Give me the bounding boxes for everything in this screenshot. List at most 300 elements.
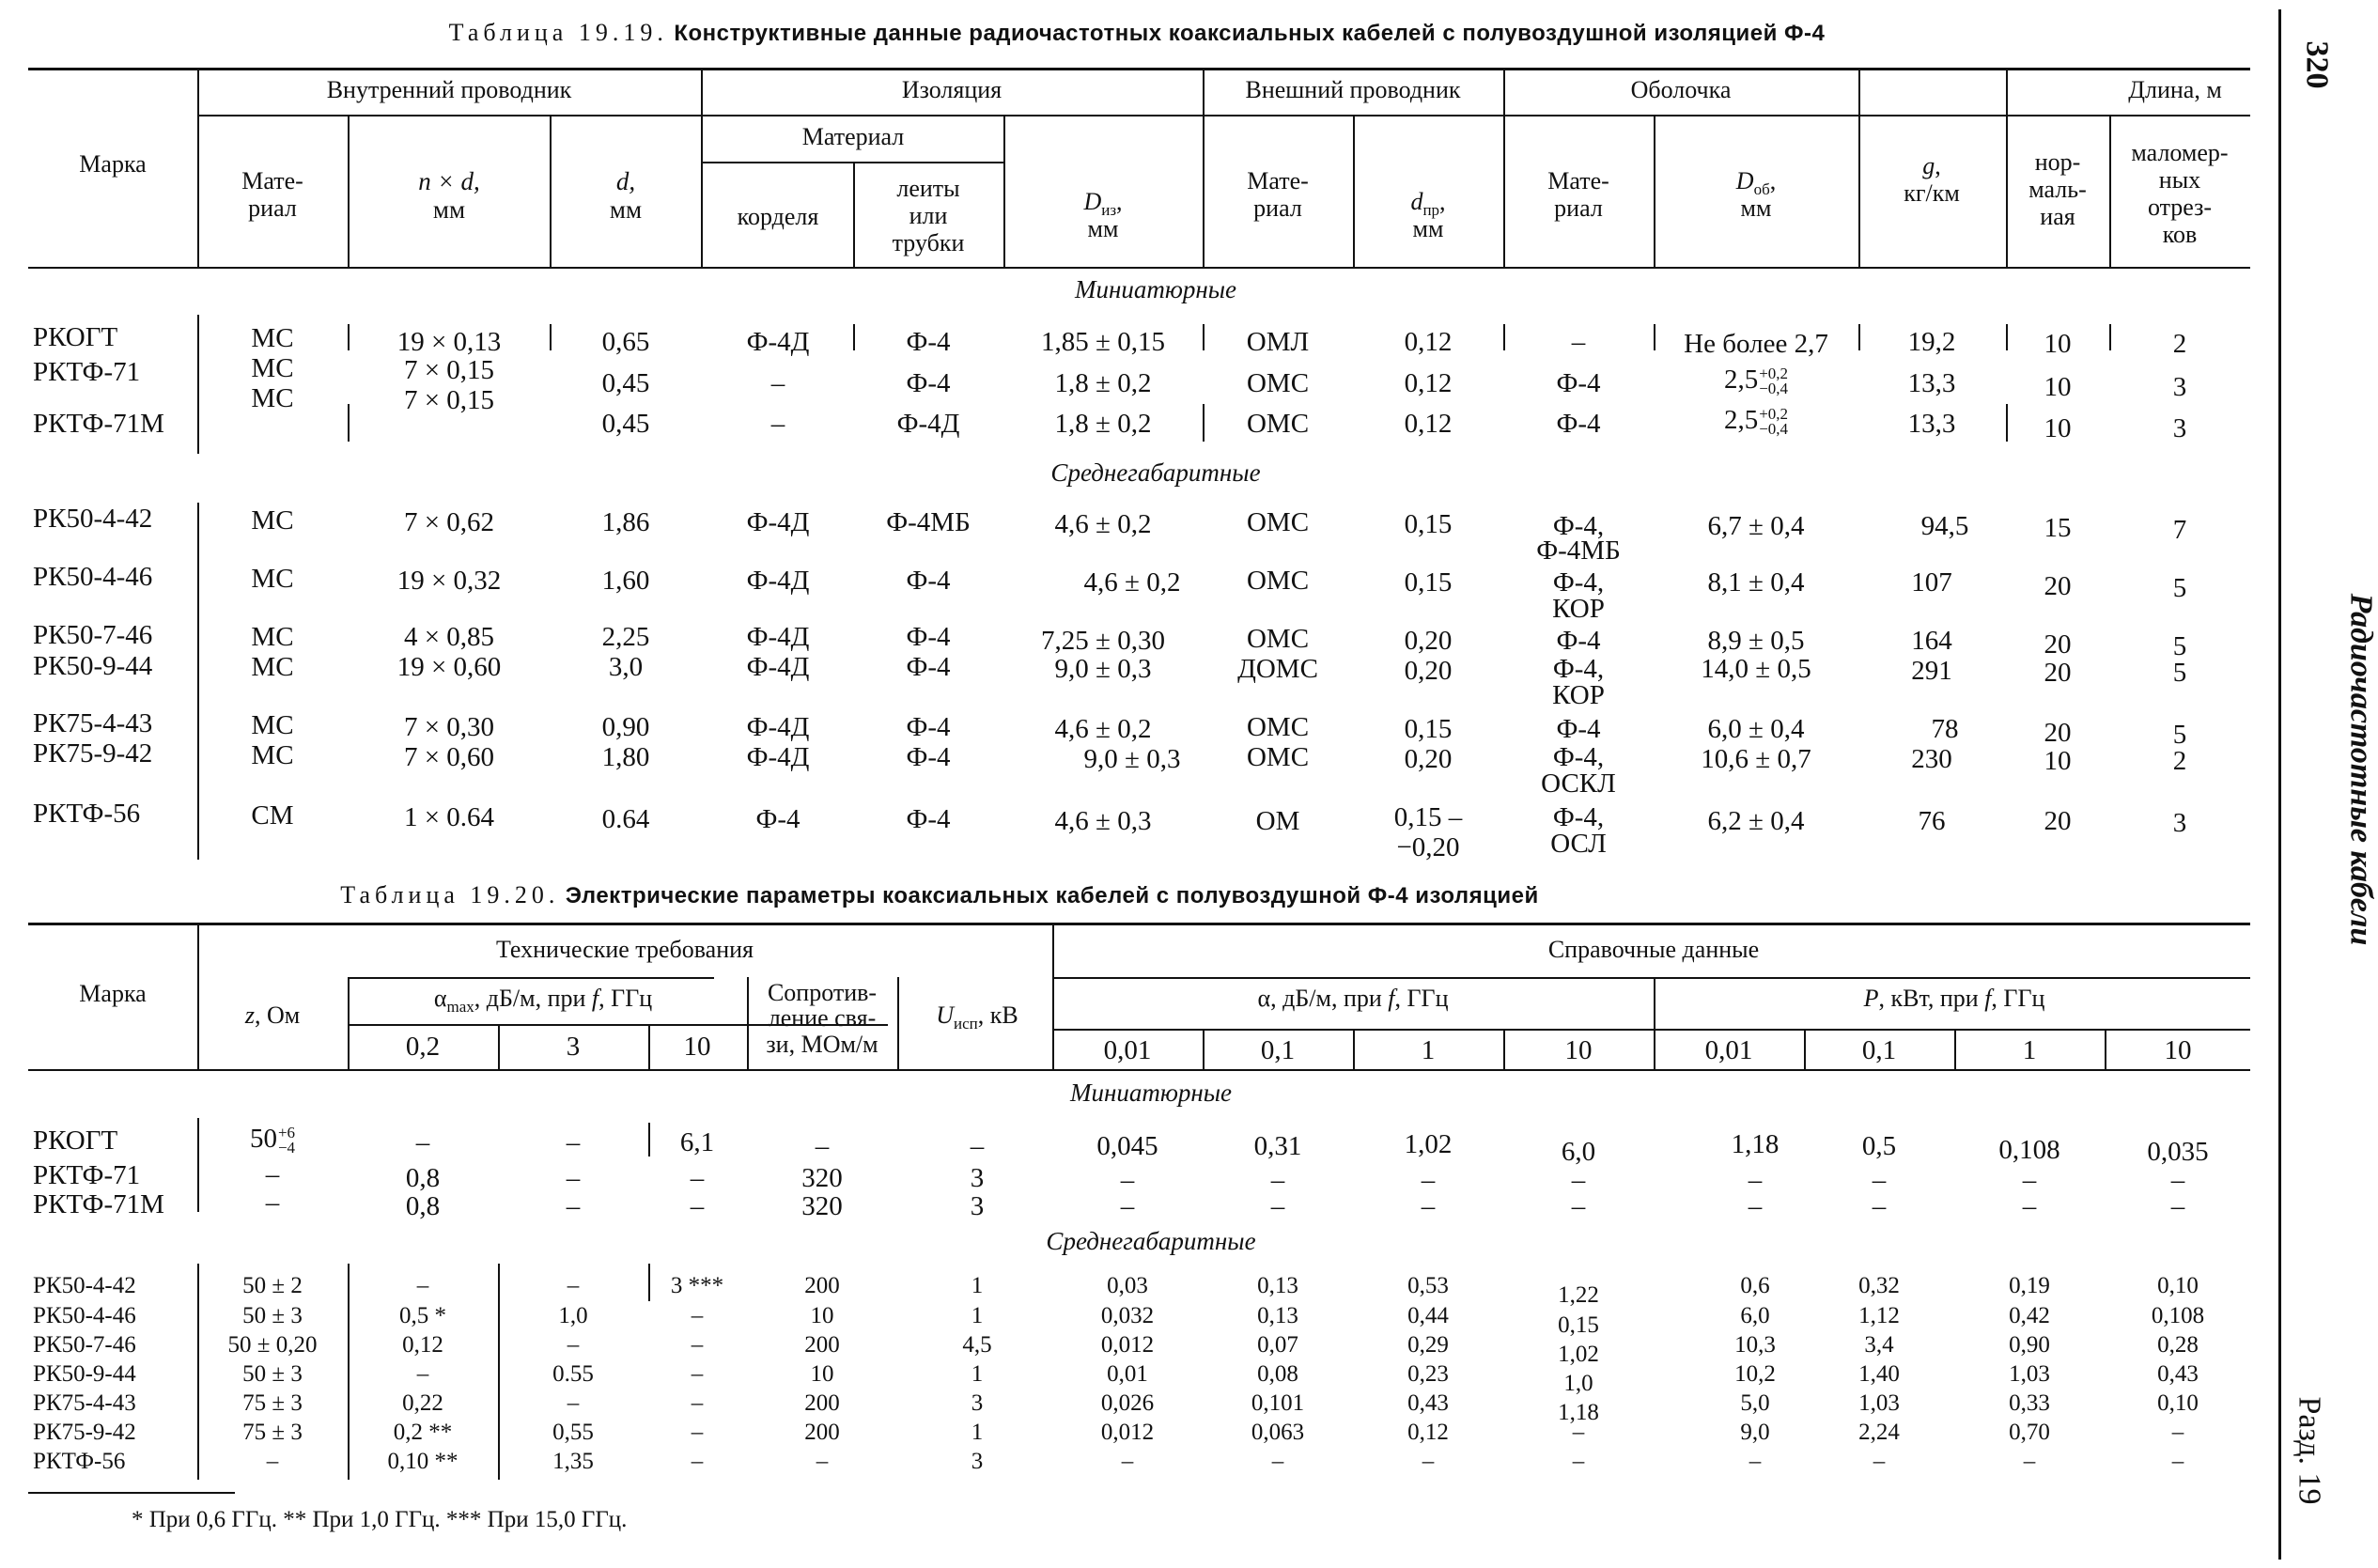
t2-hdr-f: 3 bbox=[566, 1032, 581, 1062]
t2-hdr-p: P, кВт, при f, ГГц bbox=[1863, 985, 2045, 1012]
t1-cell: Ф-4 bbox=[1556, 368, 1601, 398]
t1-cell: Ф-4 bbox=[906, 804, 951, 834]
t2-cell: – bbox=[691, 1303, 704, 1328]
t1-cell: 2 bbox=[2172, 746, 2187, 776]
t2-cell: 50 ± 3 bbox=[242, 1361, 303, 1387]
t2-hdr-f: 10 bbox=[1564, 1035, 1593, 1065]
t1-cell: 3,0 bbox=[608, 652, 644, 682]
t1-cell: 8,9 ± 0,5 bbox=[1707, 626, 1805, 656]
t2-cell: 75 ± 3 bbox=[242, 1420, 303, 1445]
t2-cell: 1,03 bbox=[1858, 1390, 1900, 1416]
t2-cell: 6,0 bbox=[1561, 1137, 1596, 1167]
t1-cell: 0,12 bbox=[1404, 409, 1453, 439]
t2-cell: 0,53 bbox=[1407, 1273, 1449, 1298]
t1-cell: МС bbox=[251, 323, 294, 353]
t2-cell: – bbox=[1121, 1449, 1134, 1474]
t1-cell: Ф-4 bbox=[906, 712, 951, 742]
t1-cell: 9,0 ± 0,3 bbox=[1054, 654, 1152, 684]
t2-cell: 0,23 bbox=[1407, 1361, 1449, 1387]
t2-hdr-amax: $\alpha_{max}$, дБ/м, при f, ГГц bbox=[433, 985, 653, 1017]
t1-cell: 291 bbox=[1911, 656, 1952, 686]
t1-cell: 4 × 0,85 bbox=[403, 622, 495, 652]
t1-cell: 1,86 bbox=[601, 507, 650, 537]
t1-hdr-dob: $D_{об}$, мм bbox=[1735, 167, 1777, 223]
t1-cell: 19 × 0,60 bbox=[396, 652, 502, 682]
t1-cell: ОМС bbox=[1246, 712, 1310, 742]
t1-cell: Ф-4 bbox=[906, 622, 951, 652]
t2-hdr-f: 1 bbox=[2022, 1035, 2037, 1065]
page-number: 320 bbox=[2299, 40, 2335, 89]
t2-cell: РКОГТ bbox=[33, 1126, 118, 1156]
t1-cell: ОСКЛ bbox=[1541, 768, 1616, 799]
t2-cell: 3 bbox=[970, 1191, 985, 1221]
t2-hdr-f: 10 bbox=[2164, 1035, 2192, 1065]
t2-cell: 1 bbox=[971, 1273, 984, 1298]
t1-cell: 6,2 ± 0,4 bbox=[1707, 806, 1805, 836]
t2-cell: – bbox=[1422, 1449, 1435, 1474]
t1-cell: 10 bbox=[2044, 746, 2072, 776]
t2-cell: 3,4 bbox=[1864, 1332, 1894, 1358]
margin-rule bbox=[2278, 9, 2281, 1560]
t2-cell: 1 bbox=[971, 1303, 984, 1328]
t2-top-rule bbox=[28, 923, 2250, 925]
t2-cell: 0,10 bbox=[2157, 1273, 2199, 1298]
t2-cell: 0,026 bbox=[1100, 1390, 1155, 1416]
t2-cell: – bbox=[566, 1127, 581, 1157]
t2-hdr-f: 0,2 bbox=[405, 1032, 441, 1062]
t2-cell: 0,012 bbox=[1100, 1420, 1155, 1445]
t1-cell: 4,6 ± 0,2 bbox=[1083, 567, 1181, 598]
t1-cell: 94,5 bbox=[1920, 511, 1969, 541]
t1-cell: 0,12 bbox=[1404, 327, 1453, 357]
t2-cell: 0,032 bbox=[1100, 1303, 1155, 1328]
t1-cell: РК50-9-44 bbox=[33, 651, 153, 681]
t1-cell: 9,0 ± 0,3 bbox=[1083, 744, 1181, 774]
t2-cell: 0,42 bbox=[2009, 1303, 2050, 1328]
t2-cell: РКТФ-71М bbox=[33, 1189, 164, 1219]
t1-cell: 76 bbox=[1918, 806, 1946, 836]
t2-cell: 10 bbox=[810, 1361, 834, 1387]
t2-hdr-f: 0,01 bbox=[1704, 1035, 1753, 1065]
t2-cell: РК50-7-46 bbox=[33, 1332, 136, 1358]
t2-cell: – bbox=[566, 1191, 581, 1221]
t1-hdr-tape: леиты или трубки bbox=[892, 175, 965, 257]
t2-cell: – bbox=[2171, 1449, 2184, 1474]
t2-cell: – bbox=[1873, 1449, 1886, 1474]
t2-cell: 3 bbox=[970, 1163, 985, 1193]
t1-cell: РКОГТ bbox=[33, 322, 118, 352]
t1-cell: 1,60 bbox=[601, 566, 650, 596]
t2-cell: 0,035 bbox=[2147, 1137, 2209, 1167]
t2-hdr-resist: Сопротив- ление свя- зи, МОм/м bbox=[766, 979, 878, 1058]
t1-cell: СМ bbox=[251, 800, 294, 831]
t1-cell: 0,45 bbox=[601, 368, 650, 398]
t1-cell: 4,6 ± 0,2 bbox=[1054, 509, 1152, 539]
t1-cell: 8,1 ± 0,4 bbox=[1707, 567, 1805, 598]
t1-cell: Ф-4Д bbox=[746, 327, 810, 357]
t1-cell: Ф-4Д bbox=[746, 507, 810, 537]
t1-cell: 164 bbox=[1911, 626, 1952, 656]
t2-cell: 0,108 bbox=[2151, 1303, 2205, 1328]
t2-cell: РК50-9-44 bbox=[33, 1361, 136, 1387]
t1-cell: 20 bbox=[2044, 806, 2072, 836]
t1-cell: 7 × 0,30 bbox=[403, 712, 495, 742]
t1-hdr-sheath: Оболочка bbox=[1630, 76, 1732, 103]
t1-cell: Ф-4 bbox=[906, 327, 951, 357]
t2-cell: 1,18 bbox=[1558, 1400, 1599, 1425]
t1-cell: 5 bbox=[2172, 658, 2187, 688]
t2-cell: 0,10 bbox=[2157, 1390, 2199, 1416]
t2-cell: РК50-4-46 bbox=[33, 1303, 136, 1328]
t1-cell: Ф-4 bbox=[906, 368, 951, 398]
t2-cell: 0,29 bbox=[1407, 1332, 1449, 1358]
t2-cell: – bbox=[1749, 1449, 1762, 1474]
t1-cell: ОМС bbox=[1246, 409, 1310, 439]
t1-cell: Ф-4Д bbox=[746, 566, 810, 596]
t2-hdr-u: $U_{исп}$, кВ bbox=[936, 1001, 1018, 1033]
t2-hdr-alpha: α, дБ/м, при f, ГГц bbox=[1257, 985, 1449, 1012]
t2-cell: – bbox=[567, 1332, 580, 1358]
t2-cell: 50 ± 3 bbox=[242, 1303, 303, 1328]
t2-cell: 200 bbox=[804, 1273, 840, 1298]
t1-cell: 7,25 ± 0,30 bbox=[1041, 626, 1165, 656]
t2-cell: 0.55 bbox=[552, 1361, 594, 1387]
t1-hdr-g: g, кг/км bbox=[1904, 152, 1960, 208]
t2-cell: – bbox=[2023, 1449, 2036, 1474]
t2-cell: 6,0 bbox=[1740, 1303, 1770, 1328]
t1-cell: Ф-4 bbox=[1556, 714, 1601, 744]
t1-cell: 2,5+0,2 −0,4 bbox=[1723, 365, 1789, 398]
t2-cell: 4,5 bbox=[962, 1332, 992, 1358]
t1-cell: 7 bbox=[2172, 515, 2187, 545]
t1-cell: 7 × 0,15 bbox=[403, 385, 495, 415]
t1-cell: 19,2 bbox=[1907, 327, 1956, 357]
t2-cell: – bbox=[566, 1163, 581, 1193]
t1-cell: – bbox=[770, 368, 785, 398]
t2-cell: 0,2 ** bbox=[393, 1420, 453, 1445]
t1-cell: 7 × 0,62 bbox=[403, 507, 495, 537]
t2-cell: 1,0 bbox=[1563, 1371, 1593, 1396]
t1-cell: 5 bbox=[2172, 573, 2187, 603]
t1-hdr-length: Длина, м bbox=[2128, 76, 2222, 103]
t2-cell: – bbox=[2022, 1165, 2037, 1195]
t2-cell: 3 bbox=[971, 1449, 984, 1474]
t2-cell: 1 bbox=[971, 1420, 984, 1445]
t1-cell: 1,8 ± 0,2 bbox=[1054, 409, 1152, 439]
t1-cell: −0,20 bbox=[1396, 832, 1460, 862]
t1-cell: Ф-4, bbox=[1552, 654, 1605, 684]
t2-cell: – bbox=[970, 1131, 985, 1161]
t2-hdr-f: 0,01 bbox=[1103, 1035, 1152, 1065]
t2-cell: – bbox=[690, 1191, 705, 1221]
t2-cell: РК75-4-43 bbox=[33, 1390, 136, 1416]
t2-cell: 50+6 −4 bbox=[249, 1124, 296, 1157]
table-19-19-title: Таблица 19.19. Конструктивные данные радиочастотных коаксиальных кабелей с полувоздушной изоляцией Ф-4 bbox=[448, 19, 1826, 46]
t2-cell: 200 bbox=[804, 1390, 840, 1416]
t2-cell: – bbox=[691, 1420, 704, 1445]
t2-cell: – bbox=[2022, 1191, 2037, 1221]
t2-cell: 200 bbox=[804, 1420, 840, 1445]
t2-cell: 2,24 bbox=[1858, 1420, 1900, 1445]
t2-cell: – bbox=[1748, 1165, 1763, 1195]
t2-cell: 1,03 bbox=[2009, 1361, 2050, 1387]
t1-hdr-nxd: n × d, мм bbox=[418, 167, 480, 225]
t1-cell: 10 bbox=[2044, 413, 2072, 443]
t2-cell: 0,012 bbox=[1100, 1332, 1155, 1358]
t2-cell: – bbox=[2170, 1191, 2185, 1221]
t2-section-mini: Миниатюрные bbox=[1069, 1079, 1233, 1107]
footnote-rule bbox=[28, 1492, 235, 1494]
t1-cell: 3 bbox=[2172, 413, 2187, 443]
t2-cell: 1,18 bbox=[1731, 1129, 1780, 1159]
t1-cell: 14,0 ± 0,5 bbox=[1701, 654, 1811, 684]
t2-cell: – bbox=[265, 1159, 280, 1189]
t2-cell: 1,0 bbox=[558, 1303, 588, 1328]
t2-cell: 0,6 bbox=[1740, 1273, 1770, 1298]
t2-cell: 0,01 bbox=[1107, 1361, 1148, 1387]
t1-cell: РКТФ-56 bbox=[33, 799, 141, 829]
section-number: Разд. 19 bbox=[2292, 1396, 2327, 1505]
t1-cell: ОМ bbox=[1255, 806, 1300, 836]
t1-cell: Ф-4, bbox=[1552, 802, 1605, 832]
t2-cell: 0,15 bbox=[1558, 1312, 1599, 1338]
t1-cell: 2,25 bbox=[601, 622, 650, 652]
t1-cell: РКТФ-71М bbox=[33, 409, 164, 439]
t1-cell: РК75-9-42 bbox=[33, 738, 153, 768]
t1-cell: РК50-4-46 bbox=[33, 562, 153, 592]
t1-top-rule bbox=[28, 68, 2250, 70]
t1-cell: 19 × 0,13 bbox=[396, 327, 502, 357]
t1-cell: 20 bbox=[2044, 629, 2072, 660]
t2-cell: – bbox=[816, 1449, 829, 1474]
t1-cell: Ф-4 bbox=[1556, 409, 1601, 439]
t2-cell: 1,02 bbox=[1404, 1129, 1453, 1159]
t1-cell: 20 bbox=[2044, 658, 2072, 688]
t1-cell: РК75-4-43 bbox=[33, 708, 153, 738]
t2-cell: 10,2 bbox=[1734, 1361, 1776, 1387]
t1-cell: 0,20 bbox=[1404, 744, 1453, 774]
t1-hdr-insul: Изоляция bbox=[901, 76, 1002, 103]
t2-cell: 0,70 bbox=[2009, 1420, 2050, 1445]
t1-cell: 19 × 0,32 bbox=[396, 566, 502, 596]
t1-cell: МС bbox=[251, 353, 294, 383]
t2-cell: – bbox=[1571, 1165, 1586, 1195]
t2-cell: 0,045 bbox=[1096, 1131, 1158, 1161]
t1-cell: ДОМС bbox=[1237, 654, 1318, 684]
t1-cell: 7 × 0,60 bbox=[403, 742, 495, 772]
t2-cell: 75 ± 3 bbox=[242, 1390, 303, 1416]
t2-cell: – bbox=[2171, 1420, 2184, 1445]
t2-cell: РК50-4-42 bbox=[33, 1273, 136, 1298]
t1-cell: 0,20 bbox=[1404, 656, 1453, 686]
t2-cell: – bbox=[1421, 1165, 1436, 1195]
t2-cell: – bbox=[1872, 1165, 1887, 1195]
t2-cell: 10,3 bbox=[1734, 1332, 1776, 1358]
t2-cell: 320 bbox=[801, 1163, 843, 1193]
t1-cell: ОСЛ bbox=[1550, 829, 1607, 859]
t2-cell: 6,1 bbox=[679, 1127, 715, 1157]
t1-cell: ОМС bbox=[1246, 742, 1310, 772]
t2-cell: 0,31 bbox=[1253, 1131, 1302, 1161]
t1-cell: РК50-7-46 bbox=[33, 620, 153, 650]
t2-cell: 0,43 bbox=[1407, 1390, 1449, 1416]
t2-hdr-f: 0,1 bbox=[1861, 1035, 1897, 1065]
t1-cell: Ф-4Д bbox=[746, 742, 810, 772]
t1-cell: 6,0 ± 0,4 bbox=[1707, 714, 1805, 744]
t1-cell: КОР bbox=[1552, 594, 1605, 624]
t1-cell: МС bbox=[251, 652, 294, 682]
t2-cell: 0,10 ** bbox=[387, 1449, 459, 1474]
t1-cell: 0,12 bbox=[1404, 368, 1453, 398]
t1-cell: 13,3 bbox=[1907, 409, 1956, 439]
t1-cell: МС bbox=[251, 383, 294, 413]
t1-cell: МС bbox=[251, 622, 294, 652]
t1-section-mid: Среднегабаритные bbox=[1050, 458, 1261, 487]
t1-cell: 0,15 bbox=[1404, 567, 1453, 598]
t2-cell: – bbox=[416, 1361, 429, 1387]
t2-cell: 0,13 bbox=[1257, 1273, 1298, 1298]
t2-cell: РКТФ-56 bbox=[33, 1449, 126, 1474]
t2-cell: – bbox=[1572, 1420, 1585, 1445]
t1-cell: 5 bbox=[2172, 720, 2187, 750]
t1-cell: Ф-4МБ bbox=[886, 507, 971, 537]
t2-cell: 0,90 bbox=[2009, 1332, 2050, 1358]
t1-cell: 6,7 ± 0,4 bbox=[1707, 511, 1805, 541]
t1-cell: ОМС bbox=[1246, 368, 1310, 398]
t2-cell: 0,32 bbox=[1858, 1273, 1900, 1298]
t1-hdr-diz: $D_{из}$, мм bbox=[1083, 188, 1123, 243]
t1-cell: 20 bbox=[2044, 718, 2072, 748]
t2-cell: 50 ± 2 bbox=[242, 1273, 303, 1298]
t1-hdr-normal: нор- маль- иая bbox=[2028, 148, 2087, 231]
t2-cell: 0,43 bbox=[2157, 1361, 2199, 1387]
t2-cell: 0,12 bbox=[1407, 1420, 1449, 1445]
t2-cell: 0,22 bbox=[402, 1390, 443, 1416]
t2-cell: – bbox=[1270, 1191, 1285, 1221]
t2-cell: – bbox=[1748, 1191, 1763, 1221]
t2-cell: – bbox=[1271, 1449, 1284, 1474]
table-19-20-title: Таблица 19.20. Электрические параметры коаксиальных кабелей с полувоздушной Ф-4 изоляцией bbox=[340, 881, 1539, 908]
t2-cell: 0,28 bbox=[2157, 1332, 2199, 1358]
t2-section-mid: Среднегабаритные bbox=[1046, 1227, 1256, 1255]
t1-hdr-inner: Внутренний проводник bbox=[326, 76, 572, 103]
t1-cell: – bbox=[770, 409, 785, 439]
t1-cell: Ф-4, bbox=[1552, 511, 1605, 541]
t2-cell: – bbox=[1571, 1191, 1586, 1221]
t1-hdr-outer-material: Мате- риал bbox=[1247, 167, 1309, 223]
t1-hdr-marka: Марка bbox=[79, 150, 147, 178]
t1-cell: 5 bbox=[2172, 631, 2187, 661]
t1-cell: Ф-4, bbox=[1552, 567, 1605, 598]
t2-cell: – bbox=[1120, 1165, 1135, 1195]
t2-cell: 0,13 bbox=[1257, 1303, 1298, 1328]
t1-cell: 2,5+0,2 −0,4 bbox=[1723, 405, 1789, 439]
t2-cell: 10 bbox=[810, 1303, 834, 1328]
t2-cell: – bbox=[690, 1163, 705, 1193]
t1-section-mini: Миниатюрные bbox=[1074, 275, 1237, 303]
t1-cell: Ф-4 bbox=[755, 804, 800, 834]
t2-cell: РКТФ-71 bbox=[33, 1160, 141, 1190]
t1-cell: ОМС bbox=[1246, 566, 1310, 596]
t2-hdr-f: 0,1 bbox=[1260, 1035, 1296, 1065]
t2-cell: 0,55 bbox=[552, 1420, 594, 1445]
t2-cell: 50 ± 0,20 bbox=[227, 1332, 318, 1358]
t1-cell: 0,65 bbox=[601, 327, 650, 357]
t1-cell: 78 bbox=[1931, 714, 1959, 744]
t2-cell: – bbox=[1572, 1449, 1585, 1474]
t2-cell: 0,101 bbox=[1251, 1390, 1305, 1416]
t1-cell: МС bbox=[251, 505, 294, 536]
t1-cell: 0,15 bbox=[1404, 509, 1453, 539]
t2-cell: – bbox=[1872, 1191, 1887, 1221]
t2-cell: – bbox=[567, 1273, 580, 1298]
t1-hdr-cord: корделя bbox=[737, 203, 819, 230]
t2-hdr-z: z, Ом bbox=[244, 1001, 301, 1029]
t2-cell: 1,35 bbox=[552, 1449, 594, 1474]
running-title: Радиочастотные кабели bbox=[2343, 593, 2378, 946]
t1-cell: 15 bbox=[2044, 513, 2072, 543]
t1-cell: 4,6 ± 0,2 bbox=[1054, 714, 1152, 744]
t2-cell: 0,44 bbox=[1407, 1303, 1449, 1328]
t1-cell: Не более 2,7 bbox=[1684, 329, 1828, 359]
t1-hdr-outer: Внешний проводник bbox=[1245, 76, 1461, 103]
t1-hdr-material: Материал bbox=[801, 123, 905, 150]
t1-cell: РК50-4-42 bbox=[33, 504, 153, 534]
t2-header-bottom bbox=[28, 1069, 2250, 1071]
t2-cell: 1,02 bbox=[1558, 1342, 1599, 1367]
t1-cell: 20 bbox=[2044, 571, 2072, 601]
t2-cell: 0,108 bbox=[1998, 1135, 2060, 1165]
t1-cell: 10 bbox=[2044, 372, 2072, 402]
t2-cell: – bbox=[2170, 1165, 2185, 1195]
t1-cell: 0.64 bbox=[601, 804, 650, 834]
t2-cell: 1,22 bbox=[1558, 1282, 1599, 1308]
t2-cell: 1 bbox=[971, 1361, 984, 1387]
t1-cell: Ф-4Д bbox=[746, 712, 810, 742]
t1-cell: Ф-4, bbox=[1552, 742, 1605, 772]
t1-cell: 1 × 0.64 bbox=[403, 802, 495, 832]
t2-hdr-marka: Марка bbox=[79, 980, 147, 1007]
t1-cell: 1,80 bbox=[601, 742, 650, 772]
t1-cell: ОМЛ bbox=[1246, 327, 1310, 357]
t2-hdr-f: 10 bbox=[683, 1032, 711, 1062]
t1-cell: Ф-4 bbox=[1556, 626, 1601, 656]
t2-cell: 3 *** bbox=[670, 1273, 724, 1298]
footnote: * При 0,6 ГГц. ** При 1,0 ГГц. *** При 15,0 ГГц. bbox=[132, 1507, 628, 1532]
t1-cell: 107 bbox=[1911, 567, 1952, 598]
t1-cell: 1,85 ± 0,15 bbox=[1041, 327, 1165, 357]
t1-cell: 1,8 ± 0,2 bbox=[1054, 368, 1152, 398]
t1-cell: 2 bbox=[2172, 329, 2187, 359]
t2-cell: – bbox=[567, 1390, 580, 1416]
t1-cell: 230 bbox=[1911, 744, 1952, 774]
t1-cell: 3 bbox=[2172, 808, 2187, 838]
t2-cell: 0,19 bbox=[2009, 1273, 2050, 1298]
t2-cell: 5,0 bbox=[1740, 1390, 1770, 1416]
t1-cell: Ф-4Д bbox=[896, 409, 960, 439]
t1-cell: МС bbox=[251, 710, 294, 740]
t1-cell: Ф-4МБ bbox=[1536, 536, 1621, 566]
t1-cell: 10 bbox=[2044, 329, 2072, 359]
t1-cell: Ф-4 bbox=[906, 566, 951, 596]
t2-cell: 0,03 bbox=[1107, 1273, 1148, 1298]
t1-cell: Ф-4Д bbox=[746, 652, 810, 682]
t1-hdr-inner-material: Мате- риал bbox=[241, 167, 303, 223]
t1-cell: Ф-4Д bbox=[746, 622, 810, 652]
t2-cell: 200 bbox=[804, 1332, 840, 1358]
t1-cell: 0,15 – bbox=[1393, 802, 1463, 832]
t2-cell: 0,063 bbox=[1251, 1420, 1305, 1445]
